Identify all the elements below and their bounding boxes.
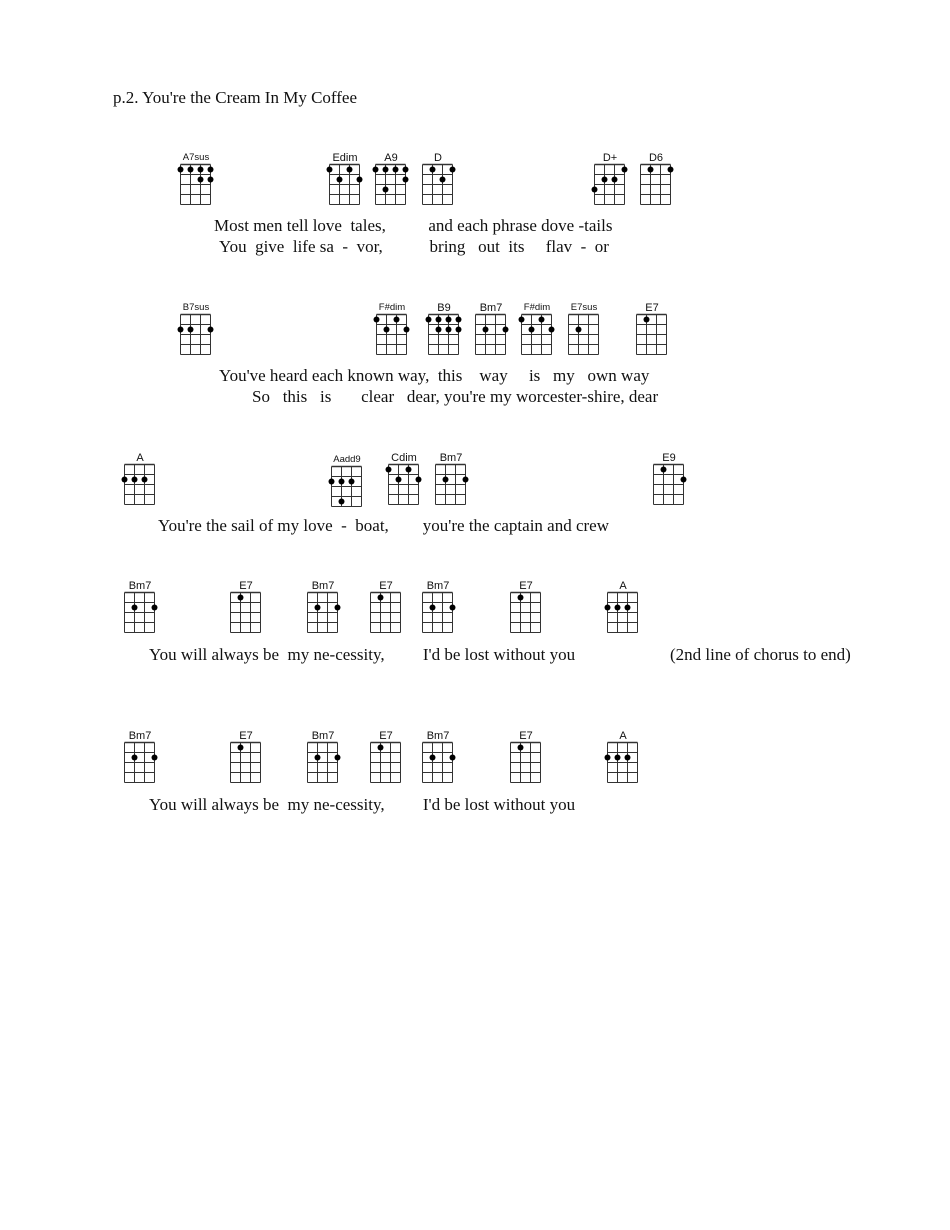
fretboard-grid	[124, 464, 156, 506]
finger-dot	[373, 167, 379, 173]
finger-dot	[605, 605, 611, 611]
finger-dot	[378, 595, 384, 601]
finger-dot	[188, 327, 194, 333]
lyric-line: So this is clear dear, you're my worcester-shire, dear	[252, 387, 659, 406]
fretboard-grid	[636, 314, 668, 356]
finger-dot	[503, 327, 509, 333]
finger-dot	[335, 755, 341, 761]
chord-name: Aadd9	[333, 454, 361, 465]
chord-name: A	[619, 580, 627, 592]
finger-dot	[440, 177, 446, 183]
finger-dot	[198, 167, 204, 173]
finger-dot	[576, 327, 582, 333]
finger-dot	[349, 479, 355, 485]
fretboard-grid	[653, 464, 685, 506]
finger-dot	[622, 167, 628, 173]
finger-dot	[602, 177, 608, 183]
lyric-line: You give life sa - vor, bring out its flav - or	[219, 237, 609, 256]
page-title: p.2. You're the Cream In My Coffee	[113, 88, 358, 107]
fretboard-grid	[640, 164, 672, 206]
fretboard-grid	[428, 314, 460, 356]
finger-dot	[661, 467, 667, 473]
finger-dot	[450, 167, 456, 173]
finger-dot	[443, 477, 449, 483]
finger-dot	[406, 467, 412, 473]
fretboard-grid	[607, 742, 639, 784]
finger-dot	[132, 605, 138, 611]
finger-dot	[612, 177, 618, 183]
finger-dot	[386, 467, 392, 473]
finger-dot	[648, 167, 654, 173]
finger-dot	[668, 167, 674, 173]
finger-dot	[625, 605, 631, 611]
finger-dot	[152, 755, 158, 761]
finger-dot	[329, 479, 335, 485]
finger-dot	[208, 177, 214, 183]
fretboard-grid	[510, 742, 542, 784]
finger-dot	[347, 167, 353, 173]
chord-name: F#dim	[523, 302, 551, 313]
finger-dot	[315, 755, 321, 761]
finger-dot	[208, 167, 214, 173]
chord-name: Edim	[332, 152, 358, 164]
chord-name: E7	[645, 302, 659, 314]
lyric-line: You're the sail of my love - boat, you're the captain and crew	[158, 516, 609, 535]
finger-dot	[132, 477, 138, 483]
finger-dot	[518, 595, 524, 601]
chord-name: B7sus	[182, 302, 210, 313]
chord-name: Bm7	[311, 580, 335, 592]
finger-dot	[337, 177, 343, 183]
finger-dot	[396, 477, 402, 483]
chord-name: E9	[662, 452, 676, 464]
fretboard-grid	[307, 592, 339, 634]
chord-name: D6	[648, 152, 664, 164]
finger-dot	[446, 327, 452, 333]
finger-dot	[152, 605, 158, 611]
chord-name: A	[619, 730, 627, 742]
chord-name: E7	[239, 580, 253, 592]
finger-dot	[436, 327, 442, 333]
lyric-line: Most men tell love tales, and each phrase dove -tails	[214, 216, 613, 235]
finger-dot	[178, 327, 184, 333]
fretboard-grid	[376, 314, 408, 356]
chord-name: Bm7	[439, 452, 463, 464]
finger-dot	[188, 167, 194, 173]
finger-dot	[339, 499, 345, 505]
fretboard-grid	[331, 466, 363, 508]
finger-dot	[357, 177, 363, 183]
chord-name: F#dim	[378, 302, 406, 313]
lyric-line: You will always be my ne-cessity, I'd be lost without you	[149, 795, 576, 814]
chord-name: Bm7	[426, 580, 450, 592]
chord-name: Bm7	[426, 730, 450, 742]
finger-dot	[430, 167, 436, 173]
fretboard-grid	[375, 164, 407, 206]
finger-dot	[450, 605, 456, 611]
fretboard-grid	[370, 592, 402, 634]
fretboard-grid	[124, 592, 156, 634]
fretboard-grid	[607, 592, 639, 634]
finger-dot	[383, 187, 389, 193]
fretboard-grid	[329, 164, 361, 206]
finger-dot	[178, 167, 184, 173]
finger-dot	[430, 605, 436, 611]
finger-dot	[436, 317, 442, 323]
fretboard-grid	[307, 742, 339, 784]
fretboard-grid	[124, 742, 156, 784]
chord-name: E7	[379, 730, 393, 742]
finger-dot	[430, 755, 436, 761]
finger-dot	[549, 327, 555, 333]
finger-dot	[339, 479, 345, 485]
fretboard-grid	[510, 592, 542, 634]
lyric-line: You've heard each known way, this way is my own way	[219, 366, 650, 385]
finger-dot	[446, 317, 452, 323]
finger-dot	[335, 605, 341, 611]
finger-dot	[644, 317, 650, 323]
finger-dot	[529, 327, 535, 333]
finger-dot	[132, 755, 138, 761]
chord-name: Bm7	[128, 730, 152, 742]
chord-name: A7sus	[182, 152, 210, 163]
finger-dot	[416, 477, 422, 483]
finger-dot	[426, 317, 432, 323]
finger-dot	[315, 605, 321, 611]
finger-dot	[403, 177, 409, 183]
finger-dot	[483, 327, 489, 333]
finger-dot	[592, 187, 598, 193]
chord-name: A	[136, 452, 144, 464]
chord-name: Cdim	[391, 452, 417, 464]
fretboard-grid	[521, 314, 553, 356]
finger-dot	[615, 755, 621, 761]
finger-dot	[463, 477, 469, 483]
fretboard-grid	[422, 742, 454, 784]
fretboard-grid	[475, 314, 507, 356]
finger-dot	[208, 327, 214, 333]
fretboard-grid	[422, 592, 454, 634]
fretboard-grid	[180, 164, 212, 206]
chorus-note: (2nd line of chorus to end)	[670, 645, 851, 664]
finger-dot	[605, 755, 611, 761]
chord-name: E7	[239, 730, 253, 742]
chord-name: Bm7	[128, 580, 152, 592]
fretboard-grid	[230, 592, 262, 634]
chord-name: B9	[437, 302, 451, 314]
finger-dot	[403, 167, 409, 173]
finger-dot	[238, 595, 244, 601]
finger-dot	[539, 317, 545, 323]
fretboard-grid	[594, 164, 626, 206]
chord-name: E7	[379, 580, 393, 592]
finger-dot	[327, 167, 333, 173]
finger-dot	[383, 167, 389, 173]
fretboard-grid	[230, 742, 262, 784]
finger-dot	[238, 745, 244, 751]
chord-name: D	[434, 152, 442, 164]
finger-dot	[378, 745, 384, 751]
chord-name: Bm7	[311, 730, 335, 742]
finger-dot	[456, 317, 462, 323]
finger-dot	[518, 745, 524, 751]
finger-dot	[519, 317, 525, 323]
chord-name: Bm7	[479, 302, 503, 314]
finger-dot	[374, 317, 380, 323]
finger-dot	[456, 327, 462, 333]
fretboard-grid	[422, 164, 454, 206]
finger-dot	[393, 167, 399, 173]
finger-dot	[122, 477, 128, 483]
fretboard-grid	[370, 742, 402, 784]
chord-name: E7	[519, 730, 533, 742]
fretboard-grid	[435, 464, 467, 506]
finger-dot	[615, 605, 621, 611]
lyric-line: You will always be my ne-cessity, I'd be lost without you	[149, 645, 576, 664]
fretboard-grid	[180, 314, 212, 356]
finger-dot	[681, 477, 687, 483]
fretboard-grid	[568, 314, 600, 356]
finger-dot	[404, 327, 410, 333]
chord-name: E7	[519, 580, 533, 592]
finger-dot	[450, 755, 456, 761]
chord-name: E7sus	[570, 302, 598, 313]
chord-name: D+	[602, 152, 618, 164]
finger-dot	[625, 755, 631, 761]
finger-dot	[198, 177, 204, 183]
finger-dot	[394, 317, 400, 323]
chord-name: A9	[384, 152, 398, 164]
finger-dot	[142, 477, 148, 483]
finger-dot	[384, 327, 390, 333]
fretboard-grid	[388, 464, 420, 506]
